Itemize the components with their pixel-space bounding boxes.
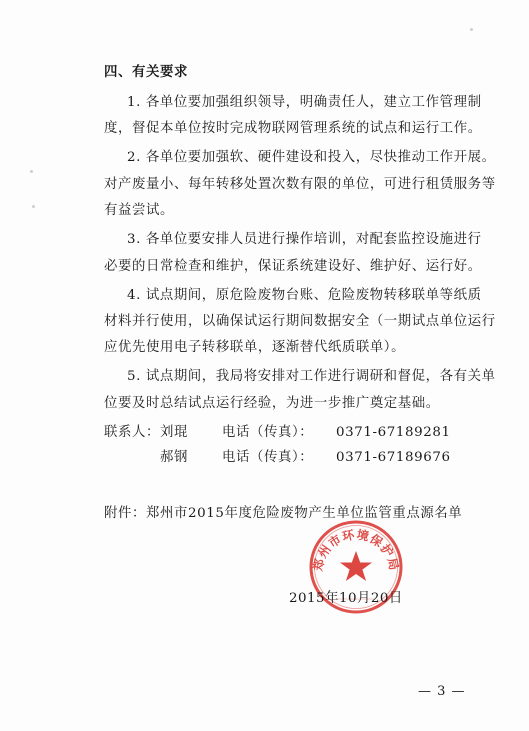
contact-phone-label-2: 电话（传真）： xyxy=(222,450,314,465)
contact-phone-2: 0371-67189676 xyxy=(336,450,451,465)
paragraph-1-line-2: 度，督促本单位按时完成物联网管理系统的试点和运行工作。 xyxy=(104,121,482,136)
paragraph-2-line-3: 有益尝试。 xyxy=(104,203,174,218)
contact-name-2: 郝钢 xyxy=(160,450,188,465)
issue-date: 2015年10月20日 xyxy=(289,591,403,606)
contact-label: 联系人： xyxy=(104,425,160,440)
page-number: — 3 — xyxy=(418,684,466,699)
section-heading: 四、有关要求 xyxy=(104,65,188,80)
scan-speck xyxy=(30,170,33,173)
paragraph-5-line-2: 位要及时总结试点运行经验，为进一步推广奠定基础。 xyxy=(104,396,440,411)
contact-phone-label-1: 电话（传真）： xyxy=(222,425,314,440)
paragraph-1-line-1: 1. 各单位要加强组织领导，明确责任人，建立工作管理制 xyxy=(127,95,482,110)
paragraph-2-line-2: 对产废量小、每年转移处置次数有限的单位，可进行租赁服务等 xyxy=(104,177,496,192)
paragraph-4-line-2: 材料并行使用，以确保试运行期间数据安全（一期试点单位运行 xyxy=(104,314,496,329)
paragraph-4-line-1: 4. 试点期间，原危险废物台账、危险废物转移联单等纸质 xyxy=(127,288,482,303)
seal-text: 郑州市环境保护局 xyxy=(310,527,402,573)
attachment-label: 附件： xyxy=(104,506,146,521)
paragraph-2-line-1: 2. 各单位要加强软、硬件建设和投入，尽快推动工作开展。 xyxy=(127,150,496,165)
scan-speck xyxy=(470,28,473,31)
paragraph-5-line-1: 5. 试点期间，我局将安排对工作进行调研和督促，各有关单 xyxy=(127,369,496,384)
paragraph-4-line-3: 应优先使用电子转移联单，逐渐替代纸质联单）。 xyxy=(104,340,406,355)
contact-name-1: 刘琨 xyxy=(160,425,188,440)
scan-speck xyxy=(32,205,35,208)
paragraph-3-line-2: 必要的日常检查和维护，保证系统建设好、维护好、运行好。 xyxy=(104,259,482,274)
paragraph-3-line-1: 3. 各单位要安排人员进行操作培训，对配套监控设施进行 xyxy=(127,232,482,247)
seal-star-icon xyxy=(340,551,372,581)
contact-phone-1: 0371-67189281 xyxy=(336,425,451,440)
attachment-text: 郑州市2015年度危险废物产生单位监管重点源名单 xyxy=(146,506,463,521)
